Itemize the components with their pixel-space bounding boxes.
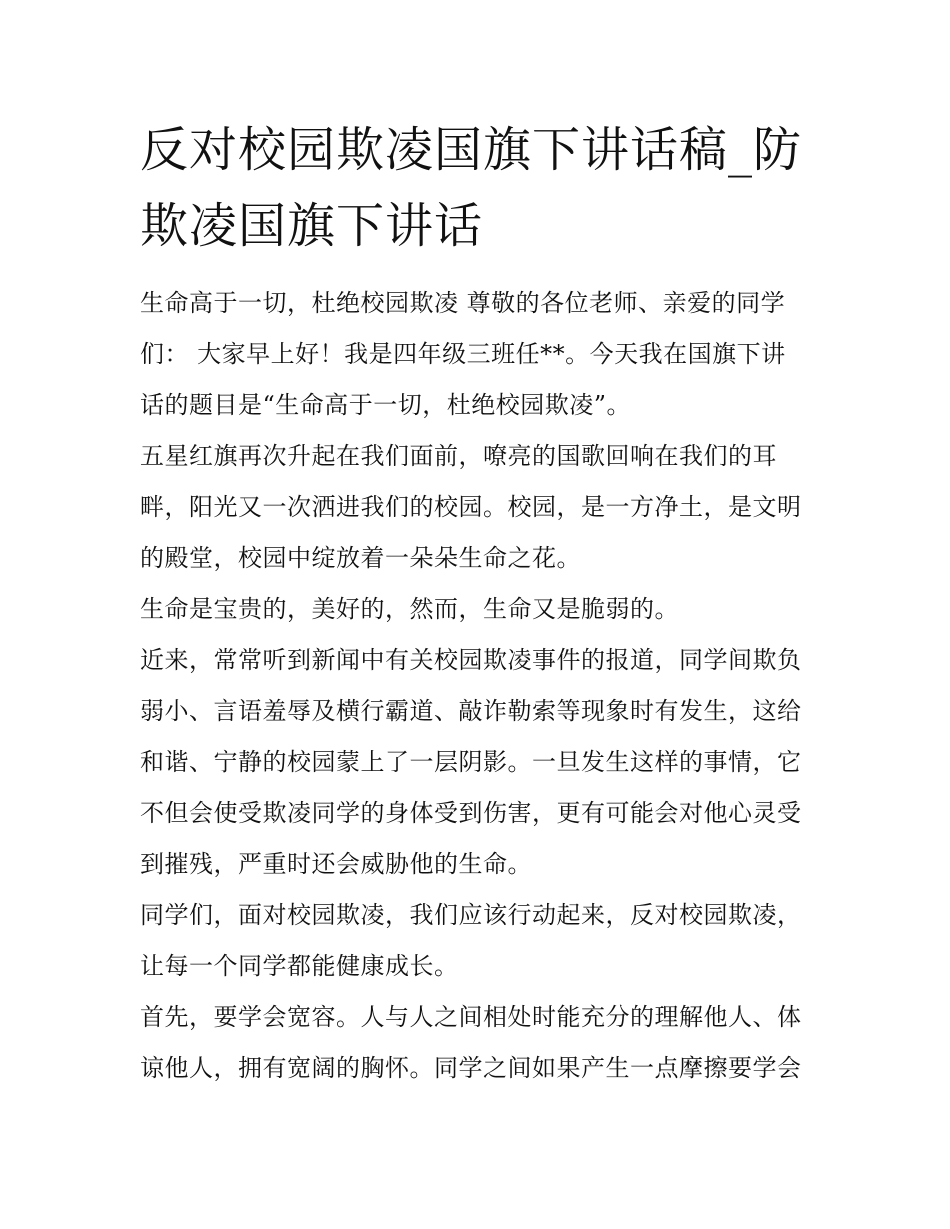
paragraph-5: 同学们，面对校园欺凌，我们应该行动起来，反对校园欺凌， 让每一个同学都能健康成长。 (140, 901, 802, 980)
document-body (140, 278, 820, 1094)
paragraph-1: 生命高于一切，杜绝校园欺凌 尊敬的各位老师、亲爱的同学 们： 大家早上好！我是四年级三班任**。今天我在国旗下讲 话的题目是“生命高于一切，杜绝校园欺凌”。 (140, 289, 786, 419)
paragraph-4: 近来，常常听到新闻中有关校园欺凌事件的报道，同学间欺负 弱小、言语羞辱及横行霸道、敲诈勒索等现象时有发生，这给 和谐、宁静的校园蒙上了一层阴影。一旦发生这样的事情，它 不但会使受欺凌同学的身体受到伤害，更有可能会对他心灵受 到摧残，严重时还会威胁他的生命。 (140, 646, 802, 878)
document-title: 反对校园欺凌国旗下讲话稿_防 欺凌国旗下讲话 (140, 122, 803, 254)
paragraph-2: 五星红旗再次升起在我们面前，嘹亮的国歌回响在我们的耳 畔，阳光又一次洒进我们的校园。校园，是一方净土，是文明 的殿堂，校园中绽放着一朵朵生命之花。 (140, 442, 802, 572)
paragraph-3: 生命是宝贵的，美好的，然而，生命又是脆弱的。 (140, 595, 679, 623)
paragraph-6: 首先，要学会宽容。人与人之间相处时能充分的理解他人、体 谅他人，拥有宽阔的胸怀。同学之间如果产生一点摩擦要学会 (140, 1003, 802, 1082)
